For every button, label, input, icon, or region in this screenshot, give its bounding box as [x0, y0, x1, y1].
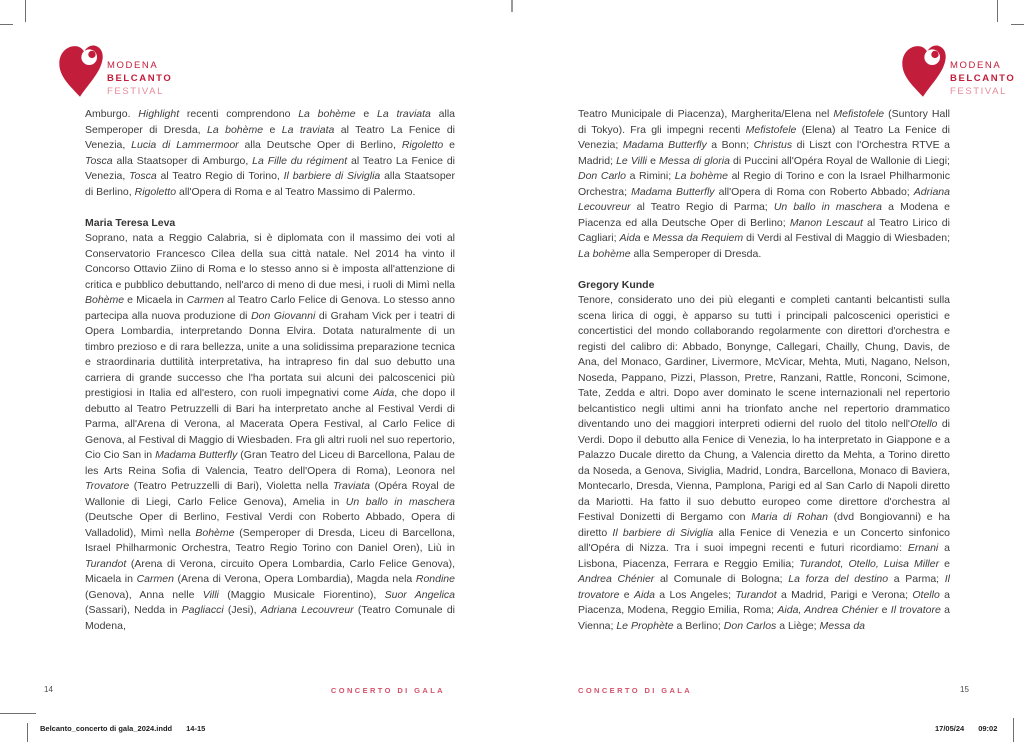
print-date: 17/05/24	[935, 724, 965, 733]
right-page-text-column	[578, 107, 950, 634]
logo-text-modena: MODENA	[950, 60, 1002, 71]
crop-mark-top-right-v	[997, 0, 998, 22]
crop-mark-top-left-h	[0, 24, 13, 25]
bio-paragraph: Teatro Municipale di Piacenza), Margherita/Elena nel Mefistofele (Suntory Hall di Tokyo). Fra gli impegni recenti Mefistofele (Elena) al Teatro La Fenice di Venezia; Madama Butterfly a Bonn; Christus di Liszt con l'Orchestra RTVE a Madrid; Le Villi e Messa di gloria di Puccini all'Opéra Royal de Wallonie di Liegi; Don Carlo a Rimini; La bohème al Regio di Torino e con la Israel Philharmonic Orchestra; Madama Butterfly all'Opera di Roma con Roberto Abbado; Adriana Lecouvreur al Teatro Regio di Parma; Un ballo in maschera a Modena e Piacenza ed alla Deutsche Oper di Berlino; Manon Lescaut al Teatro Lirico di Cagliari; Aida e Messa da Requiem di Verdi al Festival di Maggio di Wiesbaden; La bohème alla Semperoper di Dresda.	[578, 108, 951, 260]
bio-paragraph: Tenore, considerato uno dei più eleganti e completi cantanti belcantisti sulla scena lirica di oggi, è apparso su tutti i principali palcoscenici operistici e concertistici del mondo collaborando regolarmente con direttori d'orchestra e registi del calibro di: Abbado, Bonynge, Callegari, Chailly, Chung, Davis, de Ana, del Monaco, Gardiner, Livermore, McVicar, Mehta, Muti, Nagano, Nelson, Noseda, Pappano, Pizzi, Plasson, Pretre, Ranzani, Rattle, Ronconi, Scimone, Tate, Zedda e altri. Dopo aver dominato le scene internazionali nel repertorio belcantistico negli ultimi anni ha trionfato anche nel repertorio drammatico diventando uno dei maggiori interpreti odierni del ruolo del titolo nell'Otello di Verdi. Dopo il debutto alla Fenice di Venezia, lo ha interpretato in Giappone e a Palazzo Ducale diretto da Chung, a Valencia diretto da Mehta, a Torino diretto da Noseda, a Genova, Siviglia, Madrid, Londra, Barcellona, Monaco di Baviera, Montecarlo, Dresda, Vienna, Pamplona, Parigi ed al San Carlo di Napoli diretto da Mariotti. Ha fatto il suo debutto europeo come direttore d'orchestra al Festival Donizetti di Bergamo con Maria di Rohan (dvd Bongiovanni) e ha diretto Il barbiere di Siviglia alla Fenice di Venezia e un Concerto sinfonico all'Opéra di Nizza. Tra i suoi impegni recenti e futuri ricordiamo: Ernani a Lisbona, Piacenza, Ferrara e Reggio Emilia; Turandot, Otello, Luisa Miller e Andrea Chénier al Comunale di Bologna; La forza del destino a Parma; Il trovatore e Aida a Los Angeles; Turandot a Madrid, Parigi e Verona; Otello a Piacenza, Modena, Reggio Emilia, Roma; Aida, Andrea Chénier e Il trovatore a Vienna; Le Prophète a Berlino; Don Carlos a Liège; Messa da	[578, 294, 951, 632]
print-slug-datetime	[935, 724, 997, 733]
left-page-text-column	[85, 107, 455, 634]
logo-text-belcanto: BELCANTO	[107, 73, 173, 84]
crop-mark-bottom-right-v	[1013, 718, 1014, 742]
left-page-number: 14	[44, 685, 53, 694]
artist-name-heading: Maria Teresa Leva	[85, 216, 176, 229]
logo-text-festival: FESTIVAL	[107, 86, 164, 97]
artist-name-heading: Gregory Kunde	[578, 278, 655, 291]
heart-logo-icon	[57, 42, 103, 100]
festival-logo-left	[57, 42, 172, 100]
print-time: 09:02	[978, 724, 998, 733]
crop-mark-top-right-h	[1011, 24, 1024, 25]
logo-text-belcanto: BELCANTO	[950, 73, 1016, 84]
print-slug-filename	[40, 724, 205, 733]
logo-text-modena: MODENA	[107, 60, 159, 71]
crop-mark-bottom-left-h	[0, 713, 36, 714]
bio-paragraph: Soprano, nata a Reggio Calabria, si è diplomata con il massimo dei voti al Conservatorio Francesco Cilea della sua città natale. Nel 2014 ha vinto il Concorso Ottavio Ziino di Roma e lo stesso anno si è imposta all'attenzione di critica e pubblico debuttando, nell'arco di meno di due mesi, i ruoli di Mimì nella Bohème e Micaela in Carmen al Teatro Carlo Felice di Genova. Lo stesso anno partecipa alla nuova produzione di Don Giovanni di Graham Vick per i teatri di Opera Lombardia, interpretando Donna Elvira. Dotata naturalmente di un timbro prezioso e di rara bellezza, unite a una solidissima preparazione tecnica e straordinaria duttilità interpretativa, ha intrapreso fin dal suo debutto una carriera di grande successo che l'ha portata sui alcuni dei palcoscenici più prestigiosi in Italia ed all'estero, con ruoli impegnativi come Aida, che dopo il debutto al Teatro Petruzzelli di Bari ha interpretato anche al Festival Verdi di Parma, all'Arena di Verona, al Macerata Opera Festival, al Carlo Felice di Genova, al Festival di Maggio di Wiesbaden. Fra gli altri ruoli nel suo repertorio, Cio Cio San in Madama Butterfly (Gran Teatro del Liceu di Barcellona, Palau de les Arts Reina Sofia di Valencia, Teatro dell'Opera di Roma), Leonora nel Trovatore (Teatro Petruzzelli di Bari), Violetta nella Traviata (Opéra Royal de Wallonie di Liegi, Carlo Felice Genova), Amelia in Un ballo in maschera (Deutsche Oper di Berlino, Festival Verdi con Roberto Abbado, Opera di Valladolid), Mimì nella Bohème (Semperoper di Dresda, Liceu di Barcellona, Israel Philharmonic Orchestra, Teatro Regio Torino con Daniel Oren), Liù in Turandot (Arena di Verona, circuito Opera Lombardia, Carlo Felice Genova), Micaela in Carmen (Arena di Verona, Opera Lombardia), Magda nela Rondine (Genova), Anna nelle Villi (Maggio Musicale Fiorentino), Suor Angelica (Sassari), Nedda in Pagliacci (Jesi), Adriana Lecouvreur (Teatro Comunale di Modena,	[85, 232, 456, 632]
festival-logo-right	[900, 42, 1015, 100]
crop-mark-bottom-left-v	[27, 723, 28, 742]
bio-paragraph: Amburgo. Highlight recenti comprendono La bohème e La traviata alla Semperoper di Dresda, La bohème e La traviata al Teatro La Fenice di Venezia, Lucia di Lammermoor alla Deutsche Oper di Berlino, Rigoletto e Tosca alla Staatsoper di Amburgo, La Fille du régiment al Teatro La Fenice di Venezia, Tosca al Teatro Regio di Torino, Il barbiere di Siviglia alla Staatsoper di Berlino, Rigoletto all'Opera di Roma e al Teatro Massimo di Palermo.	[85, 108, 456, 198]
right-page-number: 15	[960, 685, 969, 694]
crop-mark-top-left-v	[25, 0, 26, 22]
heart-logo-icon	[900, 42, 946, 100]
logo-text-festival: FESTIVAL	[950, 86, 1007, 97]
sheet-range: 14-15	[186, 724, 206, 733]
right-running-footer: CONCERTO DI GALA	[578, 686, 693, 695]
document-filename: Belcanto_concerto di gala_2024.indd	[40, 724, 173, 733]
crop-mark-top-center	[511, 0, 513, 12]
left-running-footer: CONCERTO DI GALA	[330, 686, 445, 695]
